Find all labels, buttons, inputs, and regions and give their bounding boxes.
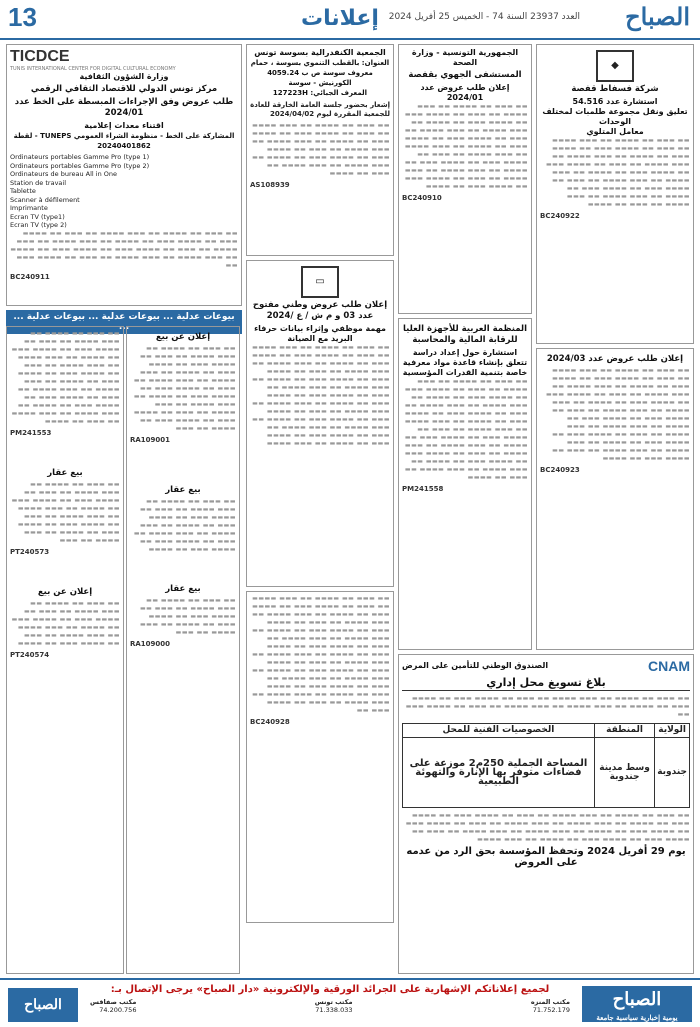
list-item: Ecran TV (type1) xyxy=(10,212,65,221)
office-list xyxy=(90,998,570,1014)
list-item: Tablette xyxy=(10,187,36,195)
hospital-name: المستشفى الجهوي بقفصة xyxy=(408,70,522,80)
ad-code: PM241558 xyxy=(402,485,444,493)
org-name: الصندوق الوطني للتأمين على المرض xyxy=(402,661,549,670)
page-footer xyxy=(0,978,700,1027)
company-logo: ▭ xyxy=(301,266,339,298)
item-list xyxy=(10,153,238,230)
office-name: مكتب صفاقس xyxy=(90,998,137,1006)
brand-name: الصباح xyxy=(612,989,662,1010)
office-phone: 71.752.179 xyxy=(532,1006,570,1014)
consultation-place: معامل المتلوي xyxy=(586,127,644,136)
sale-title: بيع عقار xyxy=(165,485,201,495)
page-number: 13 xyxy=(8,2,37,32)
footer-logo-left: الصباح xyxy=(8,988,78,1022)
tender-title: طلب عروض وفق الإجراءات المبسطة على الخط عدد 2024/01 xyxy=(14,97,234,118)
premises-table xyxy=(402,723,690,808)
sales-banner: ... بيوعات عدلية ... بيوعات عدلية ... بيوعات عدلية ... xyxy=(6,310,242,334)
ad-code: BC240928 xyxy=(250,718,290,726)
brand-tagline: يومية إخبارية سياسية جامعة xyxy=(596,1013,678,1022)
wataniya-ad-continued xyxy=(246,591,394,923)
org-name: الجمعية الكنفدرالية بسوسة تونس xyxy=(254,48,386,57)
body-text: ▬▬ ▬▬▬ ▬▬ ▬▬▬▬ ▬▬ ▬▬▬ ▬▬▬▬ ▬▬ ▬▬▬ ▬▬ ▬▬▬▬ ▬▬▬ ▬▬ ▬▬▬▬ ▬▬▬ ▬▬ ▬▬▬▬ ▬▬ ▬▬▬ ▬▬▬▬ ▬▬ ▬▬▬ ▬▬▬▬ ▬▬ ▬▬▬ ▬▬ ▬▬▬▬ ▬▬▬ ▬▬ ▬▬▬▬ ▬▬▬ ▬▬ ▬▬▬▬ ▬▬ ▬▬▬ ▬▬▬▬ ▬▬ ▬▬▬ ▬▬▬▬ ▬▬ ▬▬▬ ▬▬ ▬▬▬▬ ▬▬▬ ▬▬ xyxy=(10,229,238,269)
table-cell: جندوبة xyxy=(655,738,690,808)
body-text: ▬▬ ▬▬▬ ▬▬ ▬▬▬▬ ▬▬ ▬▬▬ ▬▬▬▬ ▬▬ ▬▬▬ ▬▬ ▬▬▬▬ ▬▬▬ ▬▬ ▬▬▬▬ ▬▬▬ ▬▬ ▬▬▬▬ ▬▬ ▬▬▬ ▬▬▬▬ ▬▬ ▬▬▬ ▬▬▬▬ ▬▬ ▬▬▬ ▬▬ ▬▬▬▬ ▬▬▬ ▬▬ ▬▬▬▬ ▬▬▬ ▬▬ ▬▬▬▬ ▬▬ ▬▬▬ ▬▬▬▬ ▬▬ ▬▬▬ ▬▬▬▬ ▬▬ ▬▬▬ ▬▬ ▬▬▬▬ ▬▬▬ ▬▬ ▬▬▬▬ ▬▬▬ ▬▬ ▬▬▬▬ ▬▬ ▬▬▬ xyxy=(133,345,236,432)
ticdce-ad xyxy=(6,44,242,306)
body-text: ▬▬ ▬▬▬ ▬▬ ▬▬▬▬ ▬▬ ▬▬▬ ▬▬▬▬ ▬▬ ▬▬▬ ▬▬ ▬▬▬▬ ▬▬▬ ▬▬ ▬▬▬▬ ▬▬▬ ▬▬ ▬▬▬▬ ▬▬ ▬▬▬ ▬▬▬▬ ▬▬ ▬▬▬ ▬▬▬▬ ▬▬ ▬▬▬ ▬▬ ▬▬▬▬ ▬▬▬ ▬▬ ▬▬▬▬ ▬▬▬ ▬▬ ▬▬▬▬ ▬▬ ▬▬▬ ▬▬▬▬ ▬▬ ▬▬▬ ▬▬▬▬ ▬▬ ▬▬▬ ▬▬ ▬▬▬▬ ▬▬▬ ▬▬ ▬▬▬▬ ▬▬▬ ▬▬ ▬▬▬▬ ▬▬ ▬▬▬ ▬▬▬▬ ▬▬ ▬▬▬ ▬▬▬▬ ▬▬ ▬▬▬ ▬▬ ▬▬▬▬ ▬▬▬ ▬▬ ▬▬▬▬ ▬▬▬ ▬▬ ▬▬▬▬ ▬▬ ▬▬▬ ▬▬▬▬ ▬▬ ▬▬▬ ▬▬▬▬ ▬▬ ▬▬▬ ▬▬ ▬▬▬▬ xyxy=(404,378,528,481)
page-header xyxy=(0,0,700,40)
office-item xyxy=(531,998,570,1014)
office-item xyxy=(90,998,136,1014)
sale-title: بيع عقار xyxy=(47,468,83,478)
footer-logo-right xyxy=(582,986,692,1022)
company-logo: ◆ xyxy=(596,50,634,82)
list-item: Ordinateurs de bureau All in One xyxy=(10,170,117,178)
ad-code: BC240923 xyxy=(540,466,580,474)
office-phone: 74.200.756 xyxy=(99,1006,137,1014)
org-name: المنظمة العربية للأجهزة العليا للرقابة المالية والمحاسبة xyxy=(402,324,527,345)
table-cell: المساحة الجملية 250م2 موزعة على فضاءات متوفر بها الإنارة والتهوئة الطبيعية xyxy=(403,738,595,808)
tender-ref: المشاركة على الخط - منظومة الشراء العمومي TUNEPS - لقطة 20240401862 xyxy=(13,132,235,150)
org-address: العنوان: بالقطب التنموي بسوسة ، حمام معروف سوسة ص ب 4059.24 الكورنيش - سوسة xyxy=(250,59,390,87)
ad-code: RA109000 xyxy=(130,640,171,648)
body-text: ▬▬ ▬▬▬ ▬▬ ▬▬▬▬ ▬▬ ▬▬▬ ▬▬▬▬ ▬▬ ▬▬▬ ▬▬ ▬▬▬▬ ▬▬▬ ▬▬ ▬▬▬▬ ▬▬▬ ▬▬ ▬▬▬▬ ▬▬ ▬▬▬ ▬▬▬▬ ▬▬ ▬▬▬ ▬▬▬▬ ▬▬ ▬▬▬ ▬▬ ▬▬▬▬ ▬▬▬ ▬▬ ▬▬▬▬ ▬▬▬ ▬▬ ▬▬▬▬ ▬▬ ▬▬▬ ▬▬▬▬ ▬▬ ▬▬▬ ▬▬▬▬ ▬▬ ▬▬▬ ▬▬ ▬▬▬▬ ▬▬▬ ▬▬ ▬▬▬▬ ▬▬▬ ▬▬ ▬▬▬▬ ▬▬ ▬▬▬ ▬▬▬▬ ▬▬ ▬▬▬ ▬▬▬▬ ▬▬ ▬▬▬ ▬▬ ▬▬▬▬ xyxy=(11,330,120,425)
list-item: Imprimante xyxy=(10,204,48,212)
tender-subtitle: مهمة موظفي وإثراء بيانات حرفاء البريد مع الصيانة xyxy=(254,324,386,343)
cnam-ad xyxy=(398,654,694,974)
notice-title: بلاغ تسويغ محل إداري xyxy=(402,676,690,691)
body-text: ▬▬ ▬▬▬ ▬▬ ▬▬▬▬ ▬▬ ▬▬▬ ▬▬▬▬ ▬▬ ▬▬▬ ▬▬ ▬▬▬▬ ▬▬▬ ▬▬ ▬▬▬▬ ▬▬▬ ▬▬ ▬▬▬▬ ▬▬ ▬▬▬ ▬▬▬▬ ▬▬ ▬▬▬ ▬▬▬▬ ▬▬ ▬▬▬ ▬▬ ▬▬▬▬ ▬▬▬ ▬▬ ▬▬▬▬ ▬▬▬ ▬▬ ▬▬▬▬ ▬▬ ▬▬▬ ▬▬▬▬ ▬▬ ▬▬▬ ▬▬▬▬ ▬▬ ▬▬▬ ▬▬ ▬▬▬▬ ▬▬▬ ▬▬ ▬▬▬▬ ▬▬▬ ▬▬ ▬▬▬▬ ▬▬ ▬▬▬ ▬▬▬▬ xyxy=(405,812,690,843)
body-text: ▬▬ ▬▬▬ ▬▬ ▬▬▬▬ ▬▬ ▬▬▬ ▬▬▬▬ ▬▬ ▬▬▬ ▬▬ ▬▬▬▬ ▬▬▬ ▬▬ ▬▬▬▬ ▬▬▬ ▬▬ ▬▬▬▬ ▬▬ ▬▬▬ ▬▬▬▬ ▬▬ ▬▬▬ ▬▬▬▬ ▬▬ ▬▬▬ ▬▬ ▬▬▬▬ ▬▬▬ ▬▬ xyxy=(405,695,690,718)
office-name: مكتب تونس xyxy=(314,998,353,1006)
gafsa-ad xyxy=(536,44,694,344)
table-cell: وسط مدينة جندوبة xyxy=(594,738,654,808)
consultation-title: استشارة حول إعداد دراسة تتعلق بإنشاء قاعدة مواد معرفية خاصة بتنمية القدرات المؤسسية xyxy=(402,348,528,377)
list-item: Station de travail xyxy=(10,178,67,187)
body-text: ▬▬ ▬▬▬ ▬▬ ▬▬▬▬ ▬▬ ▬▬▬ ▬▬▬▬ ▬▬ ▬▬▬ ▬▬ ▬▬▬▬ ▬▬▬ ▬▬ ▬▬▬▬ ▬▬▬ ▬▬ ▬▬▬▬ ▬▬ ▬▬▬ ▬▬▬▬ ▬▬ ▬▬▬ ▬▬▬▬ ▬▬ ▬▬▬ ▬▬ ▬▬▬▬ ▬▬▬ ▬▬ ▬▬▬▬ ▬▬▬ ▬▬ ▬▬▬▬ ▬▬ ▬▬▬ ▬▬▬▬ ▬▬ ▬▬▬ ▬▬▬▬ ▬▬ ▬▬▬ ▬▬ ▬▬▬▬ ▬▬▬ ▬▬ ▬▬▬▬ ▬▬▬ ▬▬ ▬▬▬▬ ▬▬ ▬▬▬ ▬▬▬▬ ▬▬ ▬▬▬ ▬▬▬▬ ▬▬ ▬▬▬ ▬▬ ▬▬▬▬ ▬▬▬ ▬▬ ▬▬▬▬ ▬▬▬ ▬▬ ▬▬▬▬ xyxy=(404,103,528,190)
ad-code: BC240910 xyxy=(402,194,442,202)
list-item: Ordinateurs portables Gamme Pro (type 2) xyxy=(10,161,150,170)
ad-code: BC240911 xyxy=(10,272,50,281)
list-item: Scanner à défilement xyxy=(10,195,80,204)
table-header: المنطقة xyxy=(594,724,654,738)
steg-ad xyxy=(536,348,694,650)
tax-id: المعرف الجبائي: 127223H xyxy=(272,89,368,97)
issue-info: العدد 23937 السنة 74 - الخميس 25 أفريل 2024 xyxy=(388,12,580,22)
ministry: وزارة الشؤون الثقافية xyxy=(79,72,169,81)
ad-code: RA109001 xyxy=(130,436,171,444)
hospital-ad xyxy=(398,44,532,314)
tender-title: إعلان طلب عروض وطني مفتوح عدد 03 و م ش / ع /2024 xyxy=(252,300,388,321)
body-text: ▬▬ ▬▬▬ ▬▬ ▬▬▬▬ ▬▬ ▬▬▬ ▬▬▬▬ ▬▬ ▬▬▬ ▬▬ ▬▬▬▬ ▬▬▬ ▬▬ ▬▬▬▬ ▬▬▬ ▬▬ ▬▬▬▬ ▬▬ ▬▬▬ ▬▬▬▬ ▬▬ ▬▬▬ ▬▬▬▬ ▬▬ ▬▬▬ ▬▬ ▬▬▬▬ ▬▬▬ ▬▬ ▬▬▬▬ ▬▬▬ ▬▬ ▬▬▬▬ ▬▬ ▬▬▬ ▬▬▬▬ ▬▬ ▬▬▬ ▬▬▬▬ ▬▬ ▬▬▬ ▬▬ ▬▬▬▬ xyxy=(252,122,390,177)
body-text: ▬▬ ▬▬▬ ▬▬ ▬▬▬▬ ▬▬ ▬▬▬ ▬▬▬▬ ▬▬ ▬▬▬ ▬▬ ▬▬▬▬ ▬▬▬ ▬▬ ▬▬▬▬ ▬▬▬ ▬▬ ▬▬▬▬ ▬▬ ▬▬▬ ▬▬▬▬ ▬▬ ▬▬▬ ▬▬▬▬ ▬▬ ▬▬▬ ▬▬ ▬▬▬▬ ▬▬▬ ▬▬ ▬▬▬▬ ▬▬▬ ▬▬ ▬▬▬▬ ▬▬ ▬▬▬ ▬▬▬▬ ▬▬ ▬▬▬ ▬▬▬▬ ▬▬ ▬▬▬ ▬▬ ▬▬▬▬ ▬▬▬ ▬▬ ▬▬▬▬ ▬▬▬ ▬▬ ▬▬▬▬ ▬▬ ▬▬▬ ▬▬▬▬ ▬▬ ▬▬▬ ▬▬▬▬ ▬▬ ▬▬▬ ▬▬ ▬▬▬▬ ▬▬▬ ▬▬ ▬▬▬▬ ▬▬▬ ▬▬ ▬▬▬▬ ▬▬ ▬▬▬ ▬▬▬▬ ▬▬ ▬▬▬ ▬▬▬▬ ▬▬ ▬▬▬ ▬▬ ▬▬▬▬ ▬▬▬ ▬▬ ▬▬▬▬ ▬▬▬ ▬▬ ▬▬▬▬ ▬▬ ▬▬▬ ▬▬▬▬ ▬▬ ▬▬▬ ▬▬▬▬ ▬▬ ▬▬▬ ▬▬ ▬▬▬▬ ▬▬▬ ▬▬ xyxy=(252,595,390,714)
tender-title: إعلان طلب عروض عدد 2024/03 xyxy=(546,354,684,364)
sales-column-a xyxy=(6,326,124,974)
body-text: ▬▬ ▬▬▬ ▬▬ ▬▬▬▬ ▬▬ ▬▬▬ ▬▬▬▬ ▬▬ ▬▬▬ ▬▬ ▬▬▬▬ ▬▬▬ ▬▬ ▬▬▬▬ ▬▬▬ ▬▬ ▬▬▬▬ ▬▬ ▬▬▬ ▬▬▬▬ ▬▬ ▬▬▬ ▬▬▬▬ ▬▬ ▬▬▬ ▬▬ ▬▬▬▬ ▬▬▬ ▬▬ ▬▬▬▬ xyxy=(11,600,120,647)
sale-title: إعلان عن بيع xyxy=(155,332,211,342)
footer-message: لجميع إعلاناتكم الإشهارية على الجرائد الورقية والإلكترونية «دار الصباح» يرجى الإتصال بـ: xyxy=(110,984,550,995)
ad-code: AS108939 xyxy=(250,181,290,189)
section-title: إعلانات xyxy=(301,6,379,31)
office-item xyxy=(315,998,353,1014)
body-text: ▬▬ ▬▬▬ ▬▬ ▬▬▬▬ ▬▬ ▬▬▬ ▬▬▬▬ ▬▬ ▬▬▬ ▬▬ ▬▬▬▬ ▬▬▬ ▬▬ ▬▬▬▬ ▬▬▬ ▬▬ ▬▬▬▬ ▬▬ ▬▬▬ ▬▬▬▬ ▬▬ ▬▬▬ ▬▬▬▬ ▬▬ ▬▬▬ ▬▬ ▬▬▬▬ ▬▬▬ ▬▬ ▬▬▬▬ ▬▬▬ ▬▬ ▬▬▬▬ ▬▬ ▬▬▬ ▬▬▬▬ ▬▬ ▬▬▬ ▬▬▬▬ ▬▬ ▬▬▬ ▬▬ ▬▬▬▬ ▬▬▬ ▬▬ ▬▬▬▬ ▬▬▬ ▬▬ ▬▬▬▬ ▬▬ ▬▬▬ ▬▬▬▬ ▬▬ ▬▬▬ ▬▬▬▬ ▬▬ ▬▬▬ ▬▬ ▬▬▬▬ ▬▬▬ ▬▬ ▬▬▬▬ ▬▬▬ ▬▬ ▬▬▬▬ ▬▬ ▬▬▬ ▬▬▬▬ ▬▬ ▬▬▬ ▬▬▬▬ ▬▬ ▬▬▬ ▬▬ ▬▬▬▬ ▬▬▬ ▬▬ ▬▬▬▬ ▬▬▬ ▬▬ ▬▬▬▬ ▬▬ ▬▬▬ ▬▬▬▬ xyxy=(252,344,390,447)
sale-title: إعلان عن بيع xyxy=(37,587,93,597)
sales-column-b xyxy=(126,326,240,974)
table-header: الخصوصيات الفنية للمحل xyxy=(403,724,595,738)
body-text: ▬▬ ▬▬▬ ▬▬ ▬▬▬▬ ▬▬ ▬▬▬ ▬▬▬▬ ▬▬ ▬▬▬ ▬▬ ▬▬▬▬ ▬▬▬ ▬▬ ▬▬▬▬ ▬▬▬ ▬▬ ▬▬▬▬ ▬▬ ▬▬▬ ▬▬▬▬ ▬▬ ▬▬▬ ▬▬▬▬ ▬▬ ▬▬▬ ▬▬ ▬▬▬▬ ▬▬▬ ▬▬ ▬▬▬▬ ▬▬▬ ▬▬ ▬▬▬▬ ▬▬ ▬▬▬ ▬▬▬▬ ▬▬ ▬▬▬ xyxy=(11,481,120,544)
sousse-ad xyxy=(246,44,394,256)
list-item: Ordinateurs portables Gamme Pro (type 1) xyxy=(10,153,150,161)
consultation-number: استشارة عدد 54.516 xyxy=(572,97,658,106)
body-text: ▬▬ ▬▬▬ ▬▬ ▬▬▬▬ ▬▬ ▬▬▬ ▬▬▬▬ ▬▬ ▬▬▬ ▬▬ ▬▬▬▬ ▬▬▬ ▬▬ ▬▬▬▬ ▬▬▬ ▬▬ ▬▬▬▬ ▬▬ ▬▬▬ ▬▬▬▬ ▬▬ ▬▬▬ xyxy=(140,597,236,636)
newspaper-logo: الصباح xyxy=(625,2,690,31)
cnam-header xyxy=(402,658,690,674)
list-item: Ecran TV (type 2) xyxy=(10,221,67,229)
cnam-logo: CNAM xyxy=(648,658,690,674)
table-header: الولاية xyxy=(655,724,690,738)
body-text: ▬▬ ▬▬▬ ▬▬ ▬▬▬▬ ▬▬ ▬▬▬ ▬▬▬▬ ▬▬ ▬▬▬ ▬▬ ▬▬▬▬ ▬▬▬ ▬▬ ▬▬▬▬ ▬▬▬ ▬▬ ▬▬▬▬ ▬▬ ▬▬▬ ▬▬▬▬ ▬▬ ▬▬▬ ▬▬▬▬ ▬▬ ▬▬▬ ▬▬ ▬▬▬▬ ▬▬▬ ▬▬ ▬▬▬▬ ▬▬▬ ▬▬ ▬▬▬▬ ▬▬ ▬▬▬ ▬▬▬▬ ▬▬ ▬▬▬ ▬▬▬▬ ▬▬ ▬▬▬ ▬▬ ▬▬▬▬ ▬▬▬ ▬▬ ▬▬▬▬ ▬▬▬ ▬▬ ▬▬▬▬ ▬▬ ▬▬▬ ▬▬▬▬ ▬▬ ▬▬▬ ▬▬▬▬ ▬▬ ▬▬▬ ▬▬ ▬▬▬▬ xyxy=(546,137,690,208)
tender-subtitle: إعلان طلب عروض عدد 2024/01 xyxy=(420,83,510,102)
office-name: مكتب المنزه xyxy=(530,998,570,1006)
ticdce-logo: TICDCE xyxy=(10,48,70,65)
ticdce-logo-sub: TUNIS INTERNATIONAL CENTER FOR DIGITAL CULTURAL ECONOMY xyxy=(10,66,176,72)
tender-subtitle: اقتناء معدات إعلامية xyxy=(84,121,164,130)
center-name: مركز تونس الدولي للاقتصاد الثقافي الرقمي xyxy=(30,84,218,94)
body-text: ▬▬ ▬▬▬ ▬▬ ▬▬▬▬ ▬▬ ▬▬▬ ▬▬▬▬ ▬▬ ▬▬▬ ▬▬ ▬▬▬▬ ▬▬▬ ▬▬ ▬▬▬▬ ▬▬▬ ▬▬ ▬▬▬▬ ▬▬ ▬▬▬ ▬▬▬▬ ▬▬ ▬▬▬ ▬▬▬▬ ▬▬ ▬▬▬ ▬▬ ▬▬▬▬ ▬▬▬ ▬▬ ▬▬▬▬ ▬▬▬ ▬▬ ▬▬▬▬ xyxy=(133,498,236,553)
company-name: شركة فسفاط قفصة xyxy=(571,84,659,94)
body-text: ▬▬ ▬▬▬ ▬▬ ▬▬▬▬ ▬▬ ▬▬▬ ▬▬▬▬ ▬▬ ▬▬▬ ▬▬ ▬▬▬▬ ▬▬▬ ▬▬ ▬▬▬▬ ▬▬▬ ▬▬ ▬▬▬▬ ▬▬ ▬▬▬ ▬▬▬▬ ▬▬ ▬▬▬ ▬▬▬▬ ▬▬ ▬▬▬ ▬▬ ▬▬▬▬ ▬▬▬ ▬▬ ▬▬▬▬ ▬▬▬ ▬▬ ▬▬▬▬ ▬▬ ▬▬▬ ▬▬▬▬ ▬▬ ▬▬▬ ▬▬▬▬ ▬▬ ▬▬▬ ▬▬ ▬▬▬▬ ▬▬▬ ▬▬ ▬▬▬▬ ▬▬▬ ▬▬ ▬▬▬▬ ▬▬ ▬▬▬ ▬▬▬▬ ▬▬ ▬▬▬ ▬▬▬▬ ▬▬ ▬▬▬ ▬▬ ▬▬▬▬ ▬▬▬ ▬▬ ▬▬▬▬ ▬▬▬ ▬▬ ▬▬▬▬ ▬▬ ▬▬▬ ▬▬▬▬ ▬▬ ▬▬▬ ▬▬▬▬ ▬▬ ▬▬▬ ▬▬ ▬▬▬▬ ▬▬▬ ▬▬ ▬▬▬▬ xyxy=(546,367,690,462)
office-phone: 71.338.033 xyxy=(315,1006,353,1014)
sale-title: بيع عقار xyxy=(165,584,201,594)
ad-code: PT240574 xyxy=(10,651,50,659)
consultation-subject: تعليق ونقل مجموعة طلمبات لمختلف الوحدات xyxy=(542,107,688,126)
ad-code: PT240573 xyxy=(10,548,50,556)
notice-text: إشعار بحضور جلسة العامة الخارقة للعادة للجمعية المقررة ليوم 2024/04/02 xyxy=(250,101,390,118)
ad-code: BC240922 xyxy=(540,212,580,220)
org-name: الجمهورية التونسية - وزارة الصحة xyxy=(411,48,519,67)
ansep-ad xyxy=(398,318,532,650)
deadline: يوم 29 أفريل 2024 وتحفظ المؤسسة بحق الرد من عدمه على العروض xyxy=(406,846,686,868)
wataniya-ad xyxy=(246,260,394,587)
ad-code: PM241553 xyxy=(10,429,52,437)
